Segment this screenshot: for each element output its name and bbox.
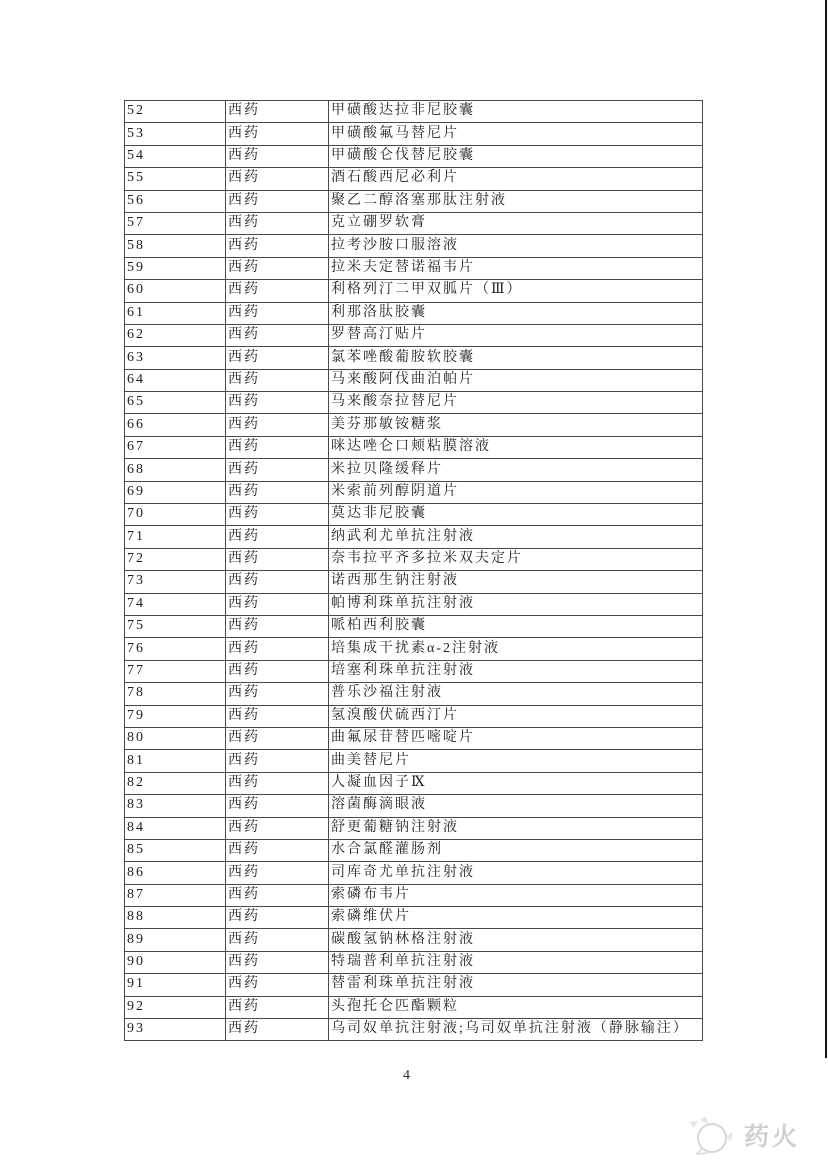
cell-no: 79 [125,705,226,727]
cell-name: 咪达唑仑口颊粘膜溶液 [329,436,703,458]
cell-name: 哌柏西利胶囊 [329,615,703,637]
cell-no: 77 [125,660,226,682]
cell-name: 拉考沙胺口服溶液 [329,235,703,257]
page-number: 4 [403,1068,410,1083]
cell-name: 克立硼罗软膏 [329,212,703,234]
table-row [125,727,703,749]
cell-category: 西药 [226,392,329,414]
cell-no: 58 [125,235,226,257]
table-row [125,347,703,369]
watermark-text: 药火 [743,1123,800,1151]
cell-name: 利格列汀二甲双胍片（Ⅲ） [329,280,703,302]
cell-no: 70 [125,504,226,526]
cell-no: 92 [125,996,226,1018]
cell-no: 62 [125,324,226,346]
cell-category: 西药 [226,817,329,839]
table-row [125,795,703,817]
cell-name: 拉米夫定替诺福韦片 [329,257,703,279]
cell-name: 诺西那生钠注射液 [329,571,703,593]
table-row [125,862,703,884]
cell-category: 西药 [226,280,329,302]
cell-category: 西药 [226,123,329,145]
cell-no: 66 [125,414,226,436]
table-row [125,280,703,302]
cell-name: 人凝血因子Ⅸ [329,772,703,794]
table-row [125,101,703,123]
table-row [125,414,703,436]
table-row [125,324,703,346]
cell-category: 西药 [226,302,329,324]
table-row [125,638,703,660]
cell-no: 76 [125,638,226,660]
cell-name: 纳武利尤单抗注射液 [329,526,703,548]
table-row [125,168,703,190]
cell-name: 利那洛肽胶囊 [329,302,703,324]
cell-name: 培集成干扰素α-2注射液 [329,638,703,660]
cell-category: 西药 [226,772,329,794]
cell-category: 西药 [226,795,329,817]
cell-name: 甲磺酸仑伐替尼胶囊 [329,145,703,167]
cell-category: 西药 [226,839,329,861]
page-edge-line [825,0,827,1058]
cell-name: 美芬那敏铵糖浆 [329,414,703,436]
cell-name: 索磷维伏片 [329,907,703,929]
table-row [125,526,703,548]
table-row [125,145,703,167]
cell-name: 乌司奴单抗注射液;乌司奴单抗注射液（静脉输注） [329,1019,703,1041]
cell-no: 83 [125,795,226,817]
cell-category: 西药 [226,526,329,548]
cell-no: 74 [125,593,226,615]
table-row [125,212,703,234]
table-row [125,571,703,593]
cell-category: 西药 [226,548,329,570]
cell-name: 聚乙二醇洛塞那肽注射液 [329,190,703,212]
cell-no: 54 [125,145,226,167]
table-row [125,593,703,615]
table-row [125,839,703,861]
cell-category: 西药 [226,750,329,772]
cell-name: 莫达非尼胶囊 [329,504,703,526]
cell-no: 80 [125,727,226,749]
table-row [125,750,703,772]
drug-table-body [125,101,703,1041]
table-row [125,907,703,929]
cell-name: 曲氟尿苷替匹嘧啶片 [329,727,703,749]
cell-category: 西药 [226,1019,329,1041]
cell-no: 69 [125,481,226,503]
cell-no: 60 [125,280,226,302]
cell-category: 西药 [226,436,329,458]
cell-no: 86 [125,862,226,884]
table-row [125,548,703,570]
cell-no: 75 [125,615,226,637]
table-row [125,504,703,526]
cell-category: 西药 [226,683,329,705]
cell-no: 59 [125,257,226,279]
cell-category: 西药 [226,235,329,257]
cell-name: 索磷布韦片 [329,884,703,906]
cell-name: 马来酸阿伐曲泊帕片 [329,369,703,391]
table-row [125,436,703,458]
cell-no: 91 [125,974,226,996]
table-row [125,929,703,951]
cell-name: 司库奇尤单抗注射液 [329,862,703,884]
cell-category: 西药 [226,929,329,951]
cell-category: 西药 [226,974,329,996]
cell-name: 甲磺酸氟马替尼片 [329,123,703,145]
cell-category: 西药 [226,615,329,637]
cell-no: 88 [125,907,226,929]
cell-name: 头孢托仑匹酯颗粒 [329,996,703,1018]
cell-category: 西药 [226,481,329,503]
cell-no: 89 [125,929,226,951]
cell-no: 85 [125,839,226,861]
cell-category: 西药 [226,145,329,167]
cell-no: 72 [125,548,226,570]
table-row [125,884,703,906]
cell-category: 西药 [226,168,329,190]
table-row [125,660,703,682]
cell-no: 55 [125,168,226,190]
cell-category: 西药 [226,414,329,436]
table-row [125,257,703,279]
table-row [125,123,703,145]
table-row [125,459,703,481]
cell-category: 西药 [226,347,329,369]
cell-no: 52 [125,101,226,123]
cell-category: 西药 [226,951,329,973]
table-row [125,974,703,996]
table-row [125,235,703,257]
cell-no: 87 [125,884,226,906]
cell-category: 西药 [226,212,329,234]
cell-name: 罗替高汀贴片 [329,324,703,346]
cell-category: 西药 [226,907,329,929]
cell-no: 63 [125,347,226,369]
cell-name: 酒石酸西尼必利片 [329,168,703,190]
cell-name: 米索前列醇阴道片 [329,481,703,503]
cell-no: 53 [125,123,226,145]
cell-category: 西药 [226,638,329,660]
cell-name: 马来酸奈拉替尼片 [329,392,703,414]
cell-no: 78 [125,683,226,705]
cell-no: 56 [125,190,226,212]
cell-name: 氢溴酸伏硫西汀片 [329,705,703,727]
table-row [125,392,703,414]
cell-category: 西药 [226,257,329,279]
cell-name: 米拉贝隆缓释片 [329,459,703,481]
cell-no: 84 [125,817,226,839]
cell-no: 90 [125,951,226,973]
cell-name: 培塞利珠单抗注射液 [329,660,703,682]
table-row [125,481,703,503]
cell-no: 61 [125,302,226,324]
watermark [686,1114,800,1156]
table-row [125,996,703,1018]
cell-category: 西药 [226,727,329,749]
cell-category: 西药 [226,884,329,906]
cell-name: 舒更葡糖钠注射液 [329,817,703,839]
cell-name: 奈韦拉平齐多拉米双夫定片 [329,548,703,570]
cell-category: 西药 [226,324,329,346]
table-row [125,705,703,727]
cell-no: 67 [125,436,226,458]
cell-no: 73 [125,571,226,593]
cell-name: 甲磺酸达拉非尼胶囊 [329,101,703,123]
cell-category: 西药 [226,459,329,481]
table-row [125,772,703,794]
drug-list-table [124,100,703,1041]
cell-no: 81 [125,750,226,772]
cell-name: 特瑞普利单抗注射液 [329,951,703,973]
cell-name: 曲美替尼片 [329,750,703,772]
cell-name: 溶菌酶滴眼液 [329,795,703,817]
table-row [125,683,703,705]
table-row [125,817,703,839]
table-row [125,369,703,391]
cell-name: 替雷利珠单抗注射液 [329,974,703,996]
cell-category: 西药 [226,369,329,391]
cell-category: 西药 [226,593,329,615]
cell-category: 西药 [226,705,329,727]
cell-no: 93 [125,1019,226,1041]
cell-no: 68 [125,459,226,481]
cell-no: 65 [125,392,226,414]
cell-name: 普乐沙福注射液 [329,683,703,705]
cell-no: 82 [125,772,226,794]
table-row [125,302,703,324]
cell-category: 西药 [226,862,329,884]
table-row [125,951,703,973]
cell-name: 氯苯唑酸葡胺软胶囊 [329,347,703,369]
table-row [125,615,703,637]
cell-category: 西药 [226,660,329,682]
watermark-mascot-icon [686,1114,738,1156]
cell-no: 57 [125,212,226,234]
cell-category: 西药 [226,504,329,526]
table-row [125,1019,703,1041]
cell-name: 帕博利珠单抗注射液 [329,593,703,615]
cell-no: 71 [125,526,226,548]
table-row [125,190,703,212]
cell-category: 西药 [226,996,329,1018]
cell-no: 64 [125,369,226,391]
cell-name: 水合氯醛灌肠剂 [329,839,703,861]
cell-category: 西药 [226,571,329,593]
cell-category: 西药 [226,101,329,123]
cell-name: 碳酸氢钠林格注射液 [329,929,703,951]
cell-category: 西药 [226,190,329,212]
